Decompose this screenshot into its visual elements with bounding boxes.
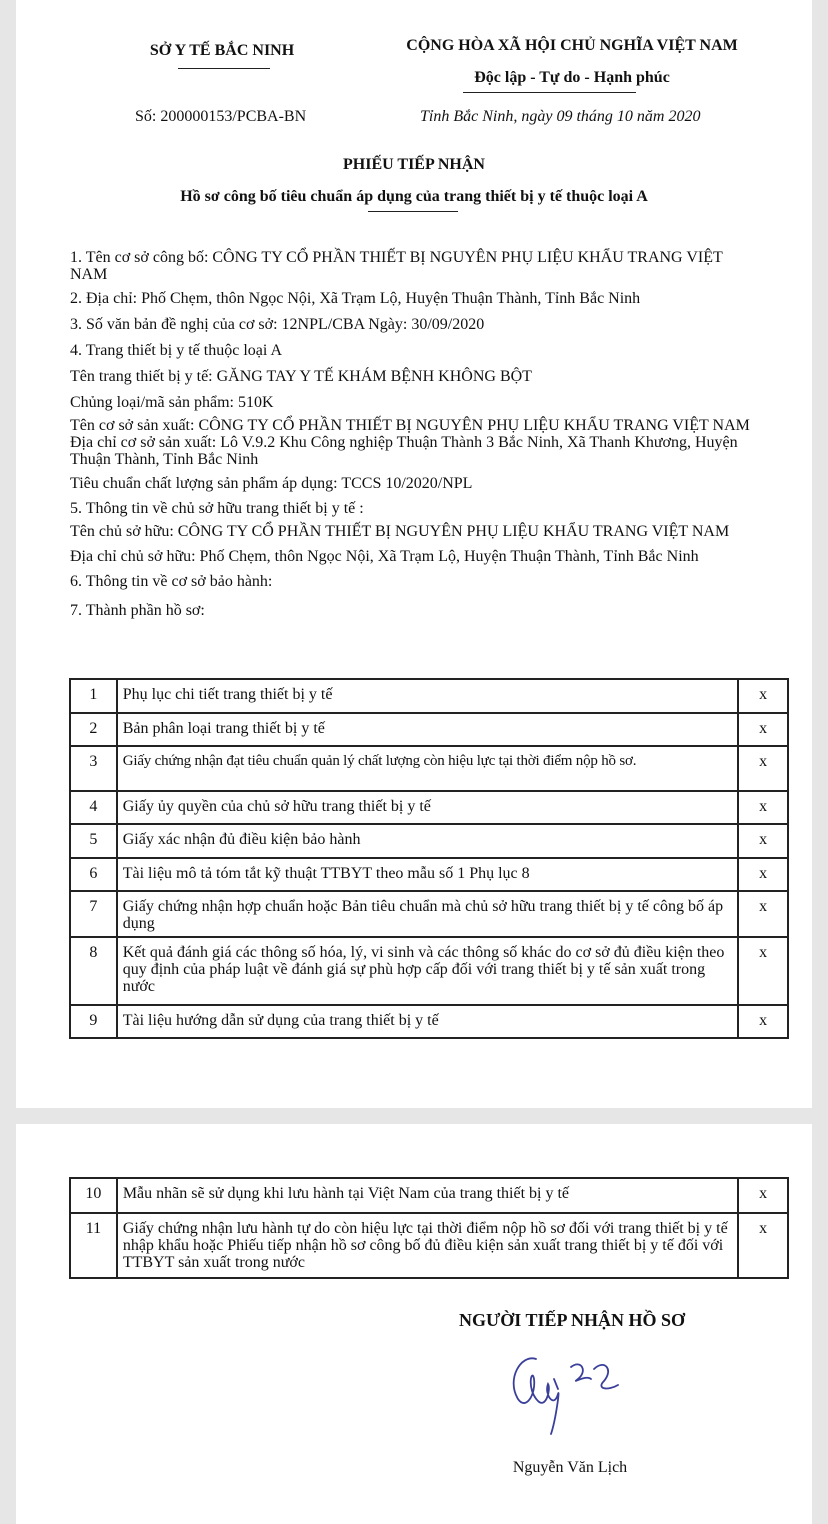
- row-mark: x: [738, 746, 788, 791]
- document-number: Số: 200000153/PCBA-BN: [135, 108, 307, 125]
- line-owner-address: Địa chỉ chủ sở hữu: Phố Chẹm, thôn Ngọc Nội, Xã Trạm Lộ, Huyện Thuận Thành, Tỉnh Bắc Ninh: [70, 548, 699, 565]
- row-text: Mẫu nhãn sẽ sử dụng khi lưu hành tại Việt Nam của trang thiết bị y tế: [117, 1178, 738, 1213]
- table-row: [70, 746, 788, 791]
- line-device-name: Tên trang thiết bị y tế: GĂNG TAY Y TẾ KHÁM BỆNH KHÔNG BỘT: [70, 368, 532, 385]
- row-mark: x: [738, 937, 788, 1005]
- row-text: Tài liệu mô tả tóm tắt kỹ thuật TTBYT theo mẫu số 1 Phụ lục 8: [117, 858, 739, 891]
- country-name: CỘNG HÒA XÃ HỘI CHỦ NGHĨA VIỆT NAM: [406, 37, 738, 54]
- row-mark: x: [738, 1178, 788, 1213]
- line-declarant: 1. Tên cơ sở công bố: CÔNG TY CỔ PHẦN THIẾT BỊ NGUYÊN PHỤ LIỆU KHẨU TRANG VIỆT NAM: [70, 249, 723, 283]
- row-text: Giấy ủy quyền của chủ sở hữu trang thiết bị y tế: [117, 791, 739, 824]
- motto-underline: [463, 92, 636, 93]
- motto: Độc lập - Tự do - Hạnh phúc: [474, 69, 670, 86]
- table-row: [70, 1213, 788, 1278]
- table-row: [70, 824, 788, 858]
- row-number: 5: [70, 824, 117, 858]
- row-text: Giấy chứng nhận lưu hành tự do còn hiệu lực tại thời điểm nộp hồ sơ đối với trang thiết bị y tế nhập khẩu hoặc Phiếu tiếp nhận hồ sơ công bố đủ điều kiện sản xuất trang thiết bị y tế đối với TTBYT sản xuất trong nước: [117, 1213, 738, 1278]
- line-owner-section: 5. Thông tin về chủ sở hữu trang thiết bị y tế :: [70, 500, 364, 517]
- table-row: [70, 858, 788, 891]
- signature-title: NGƯỜI TIẾP NHẬN HỒ SƠ: [458, 1310, 686, 1330]
- row-mark: x: [738, 891, 788, 937]
- document-title: PHIẾU TIẾP NHẬN: [343, 156, 485, 173]
- agency-underline: [178, 68, 270, 69]
- row-number: 2: [70, 713, 117, 746]
- row-text: Giấy chứng nhận hợp chuẩn hoặc Bản tiêu chuẩn mà chủ sở hữu trang thiết bị y tế công bố áp dụng: [117, 891, 739, 937]
- row-mark: x: [738, 679, 788, 713]
- document-page-2: [16, 1124, 812, 1524]
- row-number: 4: [70, 791, 117, 824]
- line-manufacturer: Tên cơ sở sản xuất: CÔNG TY CỔ PHẦN THIẾT BỊ NGUYÊN PHỤ LIỆU KHẨU TRANG VIỆT NAM: [70, 417, 750, 434]
- table-row: [70, 791, 788, 824]
- row-mark: x: [738, 858, 788, 891]
- place-date: Tỉnh Bắc Ninh, ngày 09 tháng 10 năm 2020: [420, 108, 701, 125]
- line-warranty: 6. Thông tin về cơ sở bảo hành:: [70, 573, 273, 590]
- row-number: 11: [70, 1213, 117, 1278]
- line-dossier-components: 7. Thành phần hồ sơ:: [70, 602, 205, 619]
- agency-name: SỞ Y TẾ BẮC NINH: [149, 42, 295, 59]
- line-address: 2. Địa chỉ: Phố Chẹm, thôn Ngọc Nội, Xã Trạm Lộ, Huyện Thuận Thành, Tỉnh Bắc Ninh: [70, 290, 641, 307]
- row-text: Kết quả đánh giá các thông số hóa, lý, vi sinh và các thông số khác do cơ sở đủ điều kiện theo quy định của pháp luật về đánh giá sự phù hợp cấp đối với trang thiết bị y tế sản xuất trong nước: [117, 937, 739, 1005]
- row-mark: x: [738, 824, 788, 858]
- line-device-class: 4. Trang thiết bị y tế thuộc loại A: [70, 342, 282, 359]
- row-mark: x: [738, 713, 788, 746]
- row-number: 3: [70, 746, 117, 791]
- row-mark: x: [738, 1213, 788, 1278]
- row-text: Bản phân loại trang thiết bị y tế: [117, 713, 739, 746]
- table-row: [70, 679, 788, 713]
- row-text: Giấy xác nhận đủ điều kiện bảo hành: [117, 824, 739, 858]
- table-row: [70, 891, 788, 937]
- table-row: [70, 937, 788, 1005]
- row-text: Tài liệu hướng dẫn sử dụng của trang thiết bị y tế: [117, 1005, 739, 1038]
- table-row: [70, 713, 788, 746]
- subtitle-underline: [368, 211, 458, 212]
- line-manufacturer-address: Địa chỉ cơ sở sản xuất: Lô V.9.2 Khu Công nghiệp Thuận Thành 3 Bắc Ninh, Xã Thanh Khương, Huyện Thuận Thành, Tỉnh Bắc Ninh: [70, 434, 738, 468]
- table-row: [70, 1005, 788, 1038]
- row-number: 7: [70, 891, 117, 937]
- row-text: Phụ lục chi tiết trang thiết bị y tế: [117, 679, 739, 713]
- dossier-table-continued: [69, 1177, 789, 1279]
- line-owner-name: Tên chủ sở hữu: CÔNG TY CỔ PHẦN THIẾT BỊ NGUYÊN PHỤ LIỆU KHẨU TRANG VIỆT NAM: [70, 523, 730, 540]
- row-mark: x: [738, 791, 788, 824]
- row-mark: x: [738, 1005, 788, 1038]
- table-row: [70, 1178, 788, 1213]
- row-number: 9: [70, 1005, 117, 1038]
- line-standard: Tiêu chuẩn chất lượng sản phẩm áp dụng: TCCS 10/2020/NPL: [70, 475, 473, 492]
- document-page-1: [16, 0, 812, 1108]
- row-number: 8: [70, 937, 117, 1005]
- row-number: 6: [70, 858, 117, 891]
- signature-image: [496, 1339, 626, 1449]
- row-number: 10: [70, 1178, 117, 1213]
- row-number: 1: [70, 679, 117, 713]
- document-subtitle: Hồ sơ công bố tiêu chuẩn áp dụng của trang thiết bị y tế thuộc loại A: [180, 188, 648, 205]
- dossier-table: [69, 678, 789, 1039]
- document-body: [70, 249, 770, 619]
- signer-name: Nguyễn Văn Lịch: [512, 1459, 628, 1476]
- line-product-code: Chủng loại/mã sản phẩm: 510K: [70, 394, 274, 411]
- line-request-number: 3. Số văn bản đề nghị của cơ sở: 12NPL/CBA Ngày: 30/09/2020: [70, 316, 485, 333]
- row-text: Giấy chứng nhận đạt tiêu chuẩn quản lý chất lượng còn hiệu lực tại thời điểm nộp hồ sơ.: [117, 746, 739, 791]
